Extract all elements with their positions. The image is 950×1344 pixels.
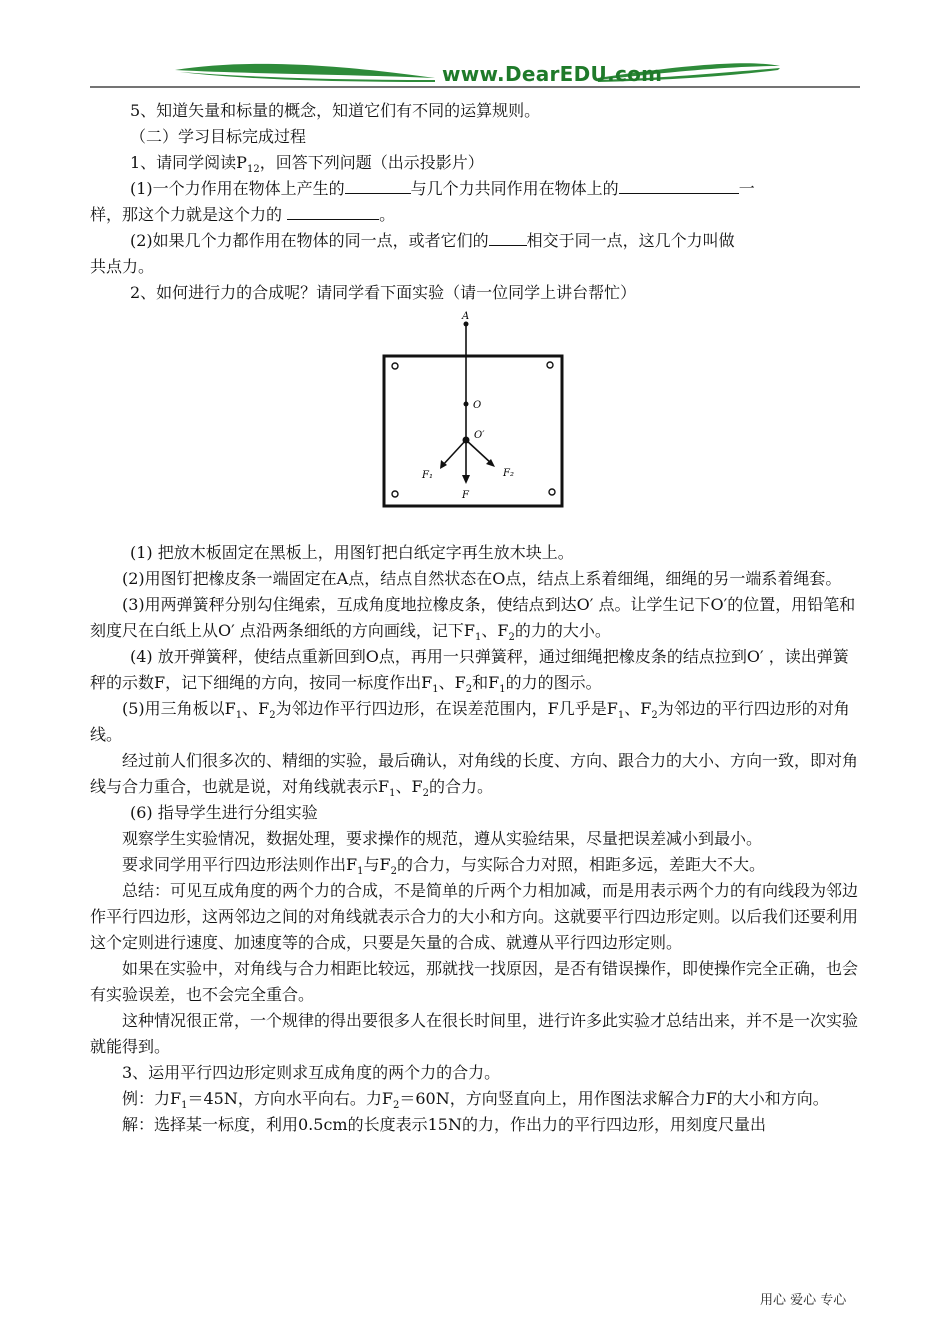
paragraph: (2)用图钉把橡皮条一端固定在A点，结点自然状态在O点，结点上系着细绳，细绳的另一端系着绳套。 (122, 569, 842, 588)
paragraph: 2、如何进行力的合成呢？请同学看下面实验（请一位同学上讲台帮忙） (130, 283, 637, 302)
pin-icon (547, 362, 553, 368)
paragraph: 1、请同学阅读$P_{12}$，回答下列问题（出示投影片） (130, 153, 484, 176)
label-f2: F₂ (503, 468, 514, 479)
experiment-figure (90, 308, 860, 524)
paragraph: (3)用两弹簧秤分别勾住绳索，互成角度地拉橡皮条，使结点到达O′ 点。让学生记下O′的位置，用铅笔和刻度尺在白纸上从O′ 点沿两条细纸的方向画线，记下$F_1$、$F_2$的力的大小。 (90, 595, 856, 644)
fill-in-blank (619, 176, 739, 194)
label-f: F (462, 490, 469, 501)
paragraph: 观察学生实验情况，数据处理，要求操作的规范，遵从实验结果，尽量把误差减小到最小。 (122, 829, 763, 848)
page-footer: 用心 爱心 专心 (760, 1293, 847, 1308)
paragraph: 这种情况很正常，一个规律的得出要很多人在很长时间里，进行许多此实验才总结出来，并不是一次实验就能得到。 (90, 1011, 859, 1056)
paragraph: 例：力$F_1=45N$，方向水平向右。力$F_2=60N$，方向竖直向上，用作图法求解合力F的大小和方向。 (122, 1089, 829, 1112)
pin-icon (549, 489, 555, 495)
paragraph: (1) 把放木板固定在黑板上，用图钉把白纸定字再生放木块上。 (130, 543, 574, 562)
paragraph: 样，那这个力就是这个力的 。 (90, 202, 860, 228)
paragraph: (4) 放开弹簧秤，使结点重新回到O点，再用一只弹簧秤，通过细绳把橡皮条的结点拉到O′ ，读出弹簧秤的示数F，记下细绳的方向，按同一标度作出$F_1$、$F_2$和$F_1$的力的图示。 (90, 647, 849, 696)
paragraph: (1)一个力作用在物体上产生的 与几个力共同作用在物体上的 一 (90, 176, 860, 202)
paragraph: 经过前人们很多次的、精细的实验，最后确认，对角线的长度、方向、跟合力的大小、方向一致，即对角线与合力重合，也就是说，对角线就表示$F_1$、$F_2$的合力。 (90, 751, 859, 800)
label-o-prime: O′ (474, 430, 485, 441)
label-o: O (473, 400, 482, 411)
paragraph: 如果在实验中，对角线与合力相距比较远，那就找一找原因，是否有错误操作，即使操作完全正确，也会有实验误差，也不会完全重合。 (90, 959, 859, 1004)
site-header (90, 58, 860, 90)
paragraph: 5、知道矢量和标量的概念，知道它们有不同的运算规则。 (130, 101, 541, 120)
paragraph: (5)用三角板以$F_1$、$F_2$为邻边作平行四边形，在误差范围内，F几乎是$F_1$、$F_2$为邻边的平行四边形的对角线。 (90, 699, 850, 744)
fill-in-blank (287, 202, 379, 220)
point-a-marker (464, 322, 469, 327)
label-a: A (462, 311, 470, 322)
paragraph: 共点力。 (90, 257, 155, 276)
paragraph: 3、运用平行四边形定则求互成角度的两个力的合力。 (122, 1063, 501, 1082)
paragraph: (2)如果几个力都作用在物体的同一点，或者它们的 相交于同一点，这几个力叫做 (90, 228, 860, 254)
paragraph: (6) 指导学生进行分组实验 (130, 803, 318, 822)
arrow-f-icon (462, 475, 470, 484)
site-brand[interactable]: www.DearEDU.com (442, 62, 663, 86)
pin-icon (392, 491, 398, 497)
fill-in-blank (489, 228, 527, 246)
point-o-marker (464, 402, 469, 407)
paragraph: 总结：可见互成角度的两个力的合成，不是简单的斤两个力相加减，而是用表示两个力的有向线段为邻边作平行四边形，这两邻边之间的对角线就表示合力的大小和方向。这就要平行四边形定则。以后我们还要利用这个定则进行速度、加速度等的合成，只要是矢量的合成、就遵从平行四边形定则。 (90, 881, 859, 952)
force-board-diagram (378, 308, 578, 522)
pin-icon (392, 363, 398, 369)
label-f1: F₁ (422, 470, 433, 481)
fill-in-blank (345, 176, 411, 194)
paragraph: 解：选择某一标度，利用0.5cm的长度表示15N的力，作出力的平行四边形，用刻度尺量出 (122, 1115, 766, 1134)
document-body (90, 98, 860, 1138)
paragraph: 要求同学用平行四边形法则作出$F_1$与$F_2$的合力，与实际合力对照，相距多远，差距大不大。 (122, 855, 765, 878)
section-heading: （二）学习目标完成过程 (130, 127, 307, 146)
